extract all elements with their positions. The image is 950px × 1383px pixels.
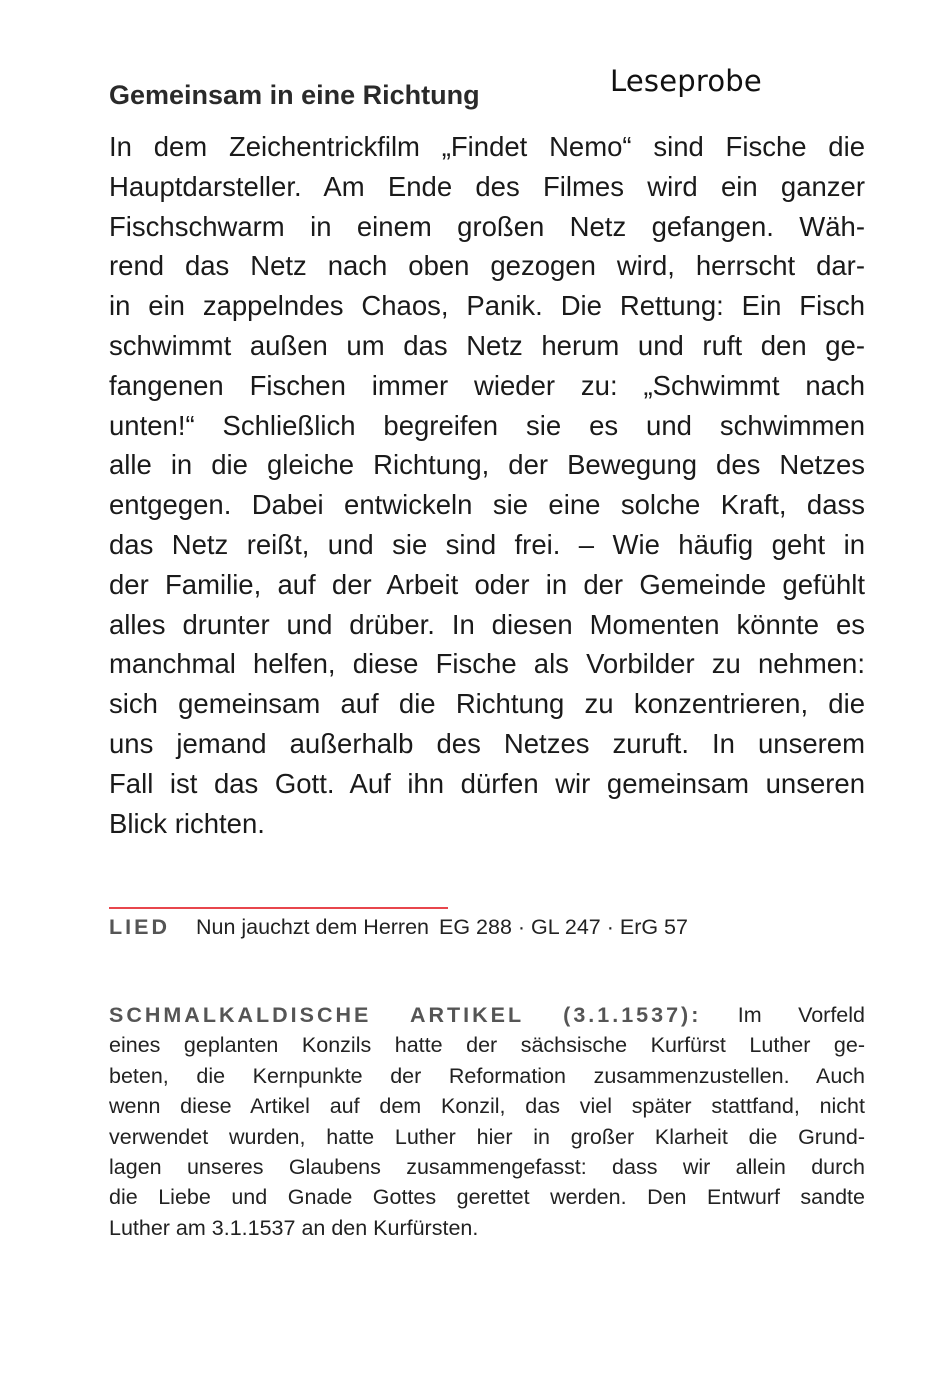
body-line: Hauptdarsteller. Am Ende des Filmes wird ein ganzer bbox=[109, 170, 865, 202]
body-line: fangenen Fischen immer wieder zu: „Schwimmt nach bbox=[109, 369, 865, 401]
note-line: Luther am 3.1.1537 an den Kurfürsten. bbox=[109, 1215, 479, 1240]
body-line: alles drunter und drüber. In diesen Momenten könnte es bbox=[109, 608, 865, 640]
historical-note bbox=[109, 1000, 865, 1243]
body-line: sich gemeinsam auf die Richtung zu konzentrieren, die bbox=[109, 688, 865, 720]
body-line: In dem Zeichentrickfilm „Findet Nemo“ sind Fische die bbox=[109, 131, 865, 162]
note-line: beten, die Kernpunkte der Reformation zusammenzustellen. Auch bbox=[109, 1063, 865, 1088]
note-line: die Liebe und Gnade Gottes gerettet werden. Den Entwurf sandte bbox=[109, 1185, 865, 1210]
body-line: alle in die gleiche Richtung, der Bewegung des Netzes bbox=[109, 449, 865, 481]
body-line: in ein zappelndes Chaos, Panik. Die Rettung: Ein Fisch bbox=[109, 290, 865, 322]
note-line: verwendet wurden, hatte Luther hier in großer Klarheit die Grund- bbox=[109, 1124, 865, 1149]
devotional-body bbox=[109, 127, 865, 843]
body-line: der Familie, auf der Arbeit oder in der Gemeinde gefühlt bbox=[109, 568, 865, 600]
body-line: Fischschwarm in einem großen Netz gefangen. Wäh- bbox=[109, 210, 865, 242]
body-line: entgegen. Dabei entwickeln sie eine solche Kraft, dass bbox=[109, 489, 865, 521]
leseprobe-stamp: Leseprobe bbox=[610, 64, 762, 98]
song-label: LIED bbox=[109, 915, 170, 939]
section-heading: Gemeinsam in eine Richtung bbox=[109, 80, 480, 110]
note-line-text: Im Vorfeld bbox=[701, 1003, 865, 1027]
note-line bbox=[109, 1000, 865, 1030]
body-line: rend das Netz nach oben gezogen wird, herrscht dar- bbox=[109, 250, 865, 282]
note-label: SCHMALKALDISCHE ARTIKEL (3.1.1537): bbox=[109, 1003, 702, 1027]
body-line: Blick richten. bbox=[109, 807, 265, 839]
song-reference bbox=[109, 915, 688, 940]
body-line: das Netz reißt, und sie sind frei. – Wie häufig geht in bbox=[109, 528, 865, 560]
body-line: manchmal helfen, diese Fische als Vorbilder zu nehmen: bbox=[109, 648, 865, 680]
body-line: unten!“ Schließlich begreifen sie es und schwimmen bbox=[109, 409, 865, 441]
note-line: lagen unseres Glaubens zusammengefasst: dass wir allein durch bbox=[109, 1155, 865, 1180]
body-line: schwimmt außen um das Netz herum und ruft den ge- bbox=[109, 329, 865, 361]
note-line: eines geplanten Konzils hatte der sächsische Kurfürst Luther ge- bbox=[109, 1033, 865, 1058]
body-line: Fall ist das Gott. Auf ihn dürfen wir gemeinsam unseren bbox=[109, 767, 865, 799]
red-divider bbox=[109, 907, 448, 909]
note-line: wenn diese Artikel auf dem Konzil, das viel später stattfand, nicht bbox=[109, 1094, 865, 1119]
song-title: Nun jauchzt dem Herren bbox=[195, 915, 430, 939]
song-refs: EG 288 · GL 247 · ErG 57 bbox=[439, 915, 688, 939]
body-line: uns jemand außerhalb des Netzes zuruft. In unserem bbox=[109, 727, 865, 759]
